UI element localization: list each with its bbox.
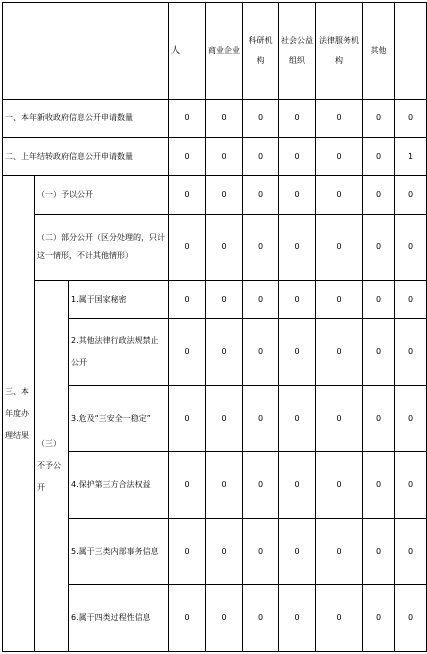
table-cell: 0 xyxy=(395,99,427,137)
row-label-three-safety: 3.危及“三安全一稳定” xyxy=(69,385,169,452)
row-label-granted: （一）予以公开 xyxy=(35,176,169,214)
table-cell: 0 xyxy=(206,214,243,281)
table-cell: 0 xyxy=(279,385,316,452)
table-row xyxy=(3,99,427,137)
table-cell: 0 xyxy=(363,452,395,519)
table-cell: 0 xyxy=(395,319,427,386)
table-cell: 0 xyxy=(169,319,206,386)
table-cell: 0 xyxy=(169,138,206,176)
table-cell: 0 xyxy=(243,214,279,281)
section-label-not-disclosed: （三）不予公开 xyxy=(35,281,69,652)
table-cell: 0 xyxy=(169,518,206,585)
table-row xyxy=(3,176,427,214)
header-legal-service: 法律服务机构 xyxy=(316,3,363,100)
row-label-law-prohibited: 2.其他法律行政法规禁止公开 xyxy=(69,319,169,386)
table-cell: 0 xyxy=(243,452,279,519)
table-cell: 0 xyxy=(206,176,243,214)
table-cell: 0 xyxy=(243,99,279,137)
table-cell: 0 xyxy=(363,214,395,281)
table-cell: 0 xyxy=(243,585,279,652)
table-cell: 0 xyxy=(243,281,279,319)
table-row xyxy=(3,281,427,319)
table-cell: 0 xyxy=(316,99,363,137)
table-cell: 0 xyxy=(206,319,243,386)
header-social-org: 社会公益组织 xyxy=(279,3,316,100)
table-cell: 0 xyxy=(206,585,243,652)
table-cell: 0 xyxy=(395,214,427,281)
table-cell: 0 xyxy=(363,385,395,452)
header-row xyxy=(3,3,427,100)
table-cell: 0 xyxy=(243,518,279,585)
table-cell: 0 xyxy=(316,385,363,452)
table-cell: 0 xyxy=(316,319,363,386)
table-cell: 0 xyxy=(206,518,243,585)
table-cell: 0 xyxy=(243,138,279,176)
table-cell: 0 xyxy=(206,138,243,176)
table-cell: 0 xyxy=(206,99,243,137)
table-cell: 0 xyxy=(363,319,395,386)
table-cell: 1 xyxy=(395,138,427,176)
table-cell: 0 xyxy=(279,281,316,319)
table-row xyxy=(3,214,427,281)
table-cell: 0 xyxy=(279,99,316,137)
table-cell: 0 xyxy=(279,518,316,585)
header-other: 其他 xyxy=(363,3,395,100)
table-cell: 0 xyxy=(395,281,427,319)
section-label-results: 三、本年度办理结果 xyxy=(3,176,35,652)
table-cell: 0 xyxy=(279,319,316,386)
table-cell: 0 xyxy=(243,385,279,452)
table-cell: 0 xyxy=(279,214,316,281)
table-cell: 0 xyxy=(279,176,316,214)
table-cell: 0 xyxy=(279,138,316,176)
header-corner-cell xyxy=(3,3,169,100)
row-label-four-process: 6.属于四类过程性信息 xyxy=(69,585,169,652)
table-cell: 0 xyxy=(316,585,363,652)
table-cell: 0 xyxy=(363,585,395,652)
header-research-institution: 科研机构 xyxy=(243,3,279,100)
row-label-three-internal: 5.属于三类内部事务信息 xyxy=(69,518,169,585)
table-cell: 0 xyxy=(279,585,316,652)
table-cell: 0 xyxy=(316,214,363,281)
table-cell: 0 xyxy=(363,281,395,319)
table-cell: 0 xyxy=(206,281,243,319)
table-cell: 0 xyxy=(316,452,363,519)
info-disclosure-table xyxy=(2,2,427,652)
table-cell: 0 xyxy=(316,176,363,214)
table-cell: 0 xyxy=(363,518,395,585)
table-cell: 0 xyxy=(395,518,427,585)
table-cell: 0 xyxy=(279,452,316,519)
header-natural-person: 人 xyxy=(169,3,206,100)
table-cell: 0 xyxy=(169,176,206,214)
table-cell: 0 xyxy=(169,452,206,519)
table-cell: 0 xyxy=(395,452,427,519)
table-cell: 0 xyxy=(316,281,363,319)
table-cell: 0 xyxy=(169,99,206,137)
table-cell: 0 xyxy=(243,319,279,386)
table-cell: 0 xyxy=(395,585,427,652)
row-label-partial: （二）部分公开（区分处理的，只计这一情形，不计其他情形） xyxy=(35,214,169,281)
table-cell: 0 xyxy=(206,385,243,452)
table-row xyxy=(3,138,427,176)
table-cell: 0 xyxy=(243,176,279,214)
row-label-state-secret: 1.属于国家秘密 xyxy=(69,281,169,319)
table-cell: 0 xyxy=(169,585,206,652)
table-cell: 0 xyxy=(363,138,395,176)
table-cell: 0 xyxy=(395,385,427,452)
table-cell: 0 xyxy=(363,99,395,137)
row-label-third-party: 4.保护第三方合法权益 xyxy=(69,452,169,519)
table-cell: 0 xyxy=(169,281,206,319)
table-cell: 0 xyxy=(169,214,206,281)
header-total xyxy=(395,3,427,100)
table-cell: 0 xyxy=(316,138,363,176)
table-cell: 0 xyxy=(363,176,395,214)
table-cell: 0 xyxy=(316,518,363,585)
table-cell: 0 xyxy=(395,176,427,214)
header-commercial-enterprise: 商业企业 xyxy=(206,3,243,100)
table-cell: 0 xyxy=(206,452,243,519)
row-label-new-requests: 一、本年新收政府信息公开申请数量 xyxy=(3,99,169,137)
table-cell: 0 xyxy=(169,385,206,452)
row-label-carried-over: 二、上年结转政府信息公开申请数量 xyxy=(3,138,169,176)
